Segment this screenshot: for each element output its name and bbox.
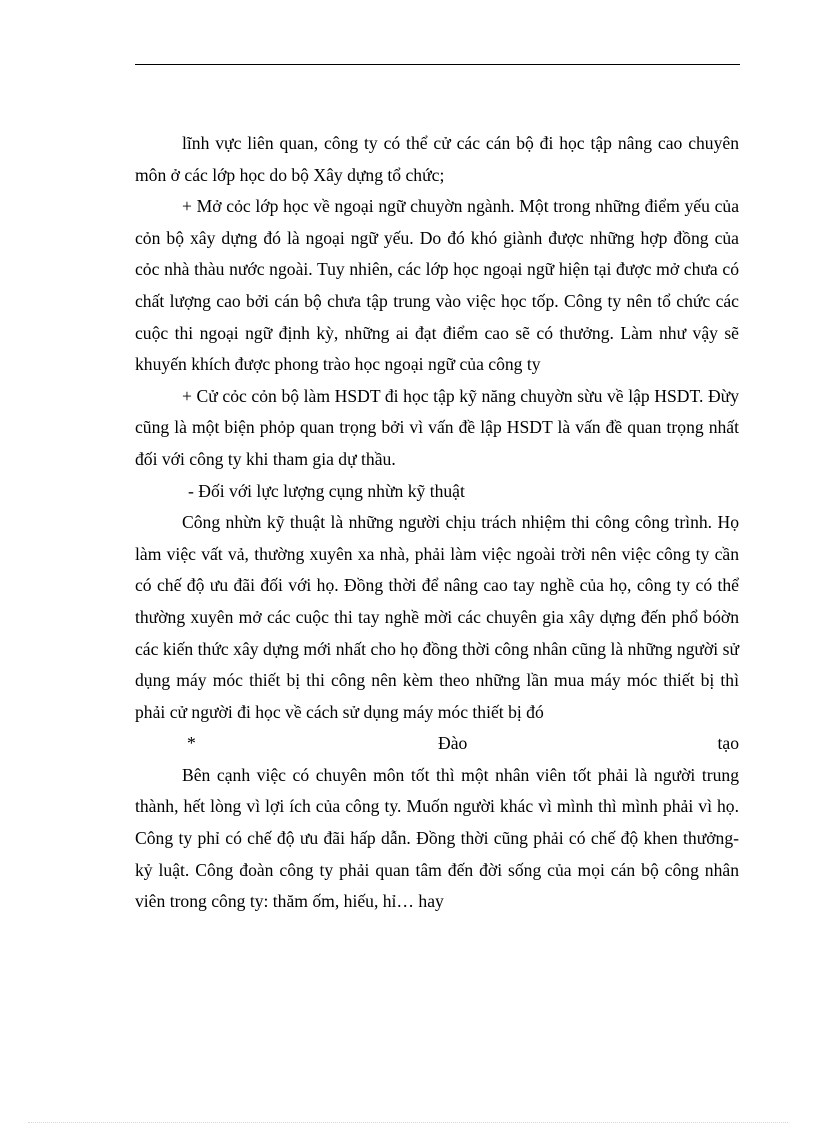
- paragraph-bid-documents: + Cử cỏc cỏn bộ làm HSDT đi học tập kỹ năng chuyờn sừu về lập HSDT. Đừy cũng là một biện phỏp quan trọng bởi vì vấn đề lập HSDT là vấn đề quan trọng nhất đối với công ty khi tham gia dự thầu.: [135, 385, 739, 469]
- heading-training-word1: Đào: [438, 733, 468, 754]
- heading-training-word2: tạo: [717, 733, 739, 754]
- subheading-technical-workers: - Đối với lực lượng cụng nhừn kỹ thuật: [188, 480, 465, 501]
- paragraph-foreign-language: + Mở cỏc lớp học về ngoại ngữ chuyờn ngành. Một trong những điểm yếu của cỏn bộ xây dựng đó là ngoại ngữ yếu. Do đó khó giành được những hợp đồng của cỏc nhà thàu nước ngoài. Tuy nhiên, các lớp học ngoại ngữ hiện tại được mở chưa có chất lượng cao bởi cán bộ chưa tập trung vào việc học tốp. Công ty nên tổ chức các cuộc thi ngoại ngữ định kỳ, những ai đạt điểm cao sẽ có thưởng. Làm như vậy sẽ khuyến khích được phong trào học ngoại ngữ của công ty: [135, 196, 739, 375]
- paragraph-loyalty: Bên cạnh việc có chuyên môn tốt thì một nhân viên tốt phải là người trung thành, hết lòng vì lợi ích của công ty. Muốn người khác vì mình thì mình phải vì họ. Công ty phỉ có chế độ ưu đãi hấp dẫn. Đồng thời cũng phải có chế độ khen thưởng- kỷ luật. Công đoàn công ty phải quan tâm đến đời sống của mọi cán bộ công nhân viên trong công ty: thăm ốm, hiếu, hỉ… hay: [135, 764, 739, 912]
- paragraph-technical-workers: Công nhừn kỹ thuật là những người chịu trách nhiệm thi công công trình. Họ làm việc vất vả, thường xuyên xa nhà, phải làm việc ngoài trời nên việc công ty cần có chế độ ưu đãi đối với họ. Đồng thời để nâng cao tay nghề của họ, công ty có thể thường xuyên mở các cuộc thi tay nghề mời các chuyên gia xây dựng đến phổ bóờn các kiến thức xây dựng mới nhất cho họ đồng thời công nhân cũng là những người sử dụng máy móc thiết bị thi công nên kèm theo những lần mua máy móc thiết bị thì phải cử người đi học về cách sử dụng máy móc thiết bị đó: [135, 512, 739, 722]
- paragraph-continuation: lĩnh vực liên quan, công ty có thể cử các cán bộ đi học tập nâng cao chuyên môn ở các lớp học do bộ Xây dựng tổ chức;: [135, 133, 739, 185]
- heading-training: [135, 728, 739, 760]
- document-body: [135, 128, 739, 918]
- heading-training-bullet: *: [187, 733, 196, 754]
- header-rule: [135, 64, 740, 65]
